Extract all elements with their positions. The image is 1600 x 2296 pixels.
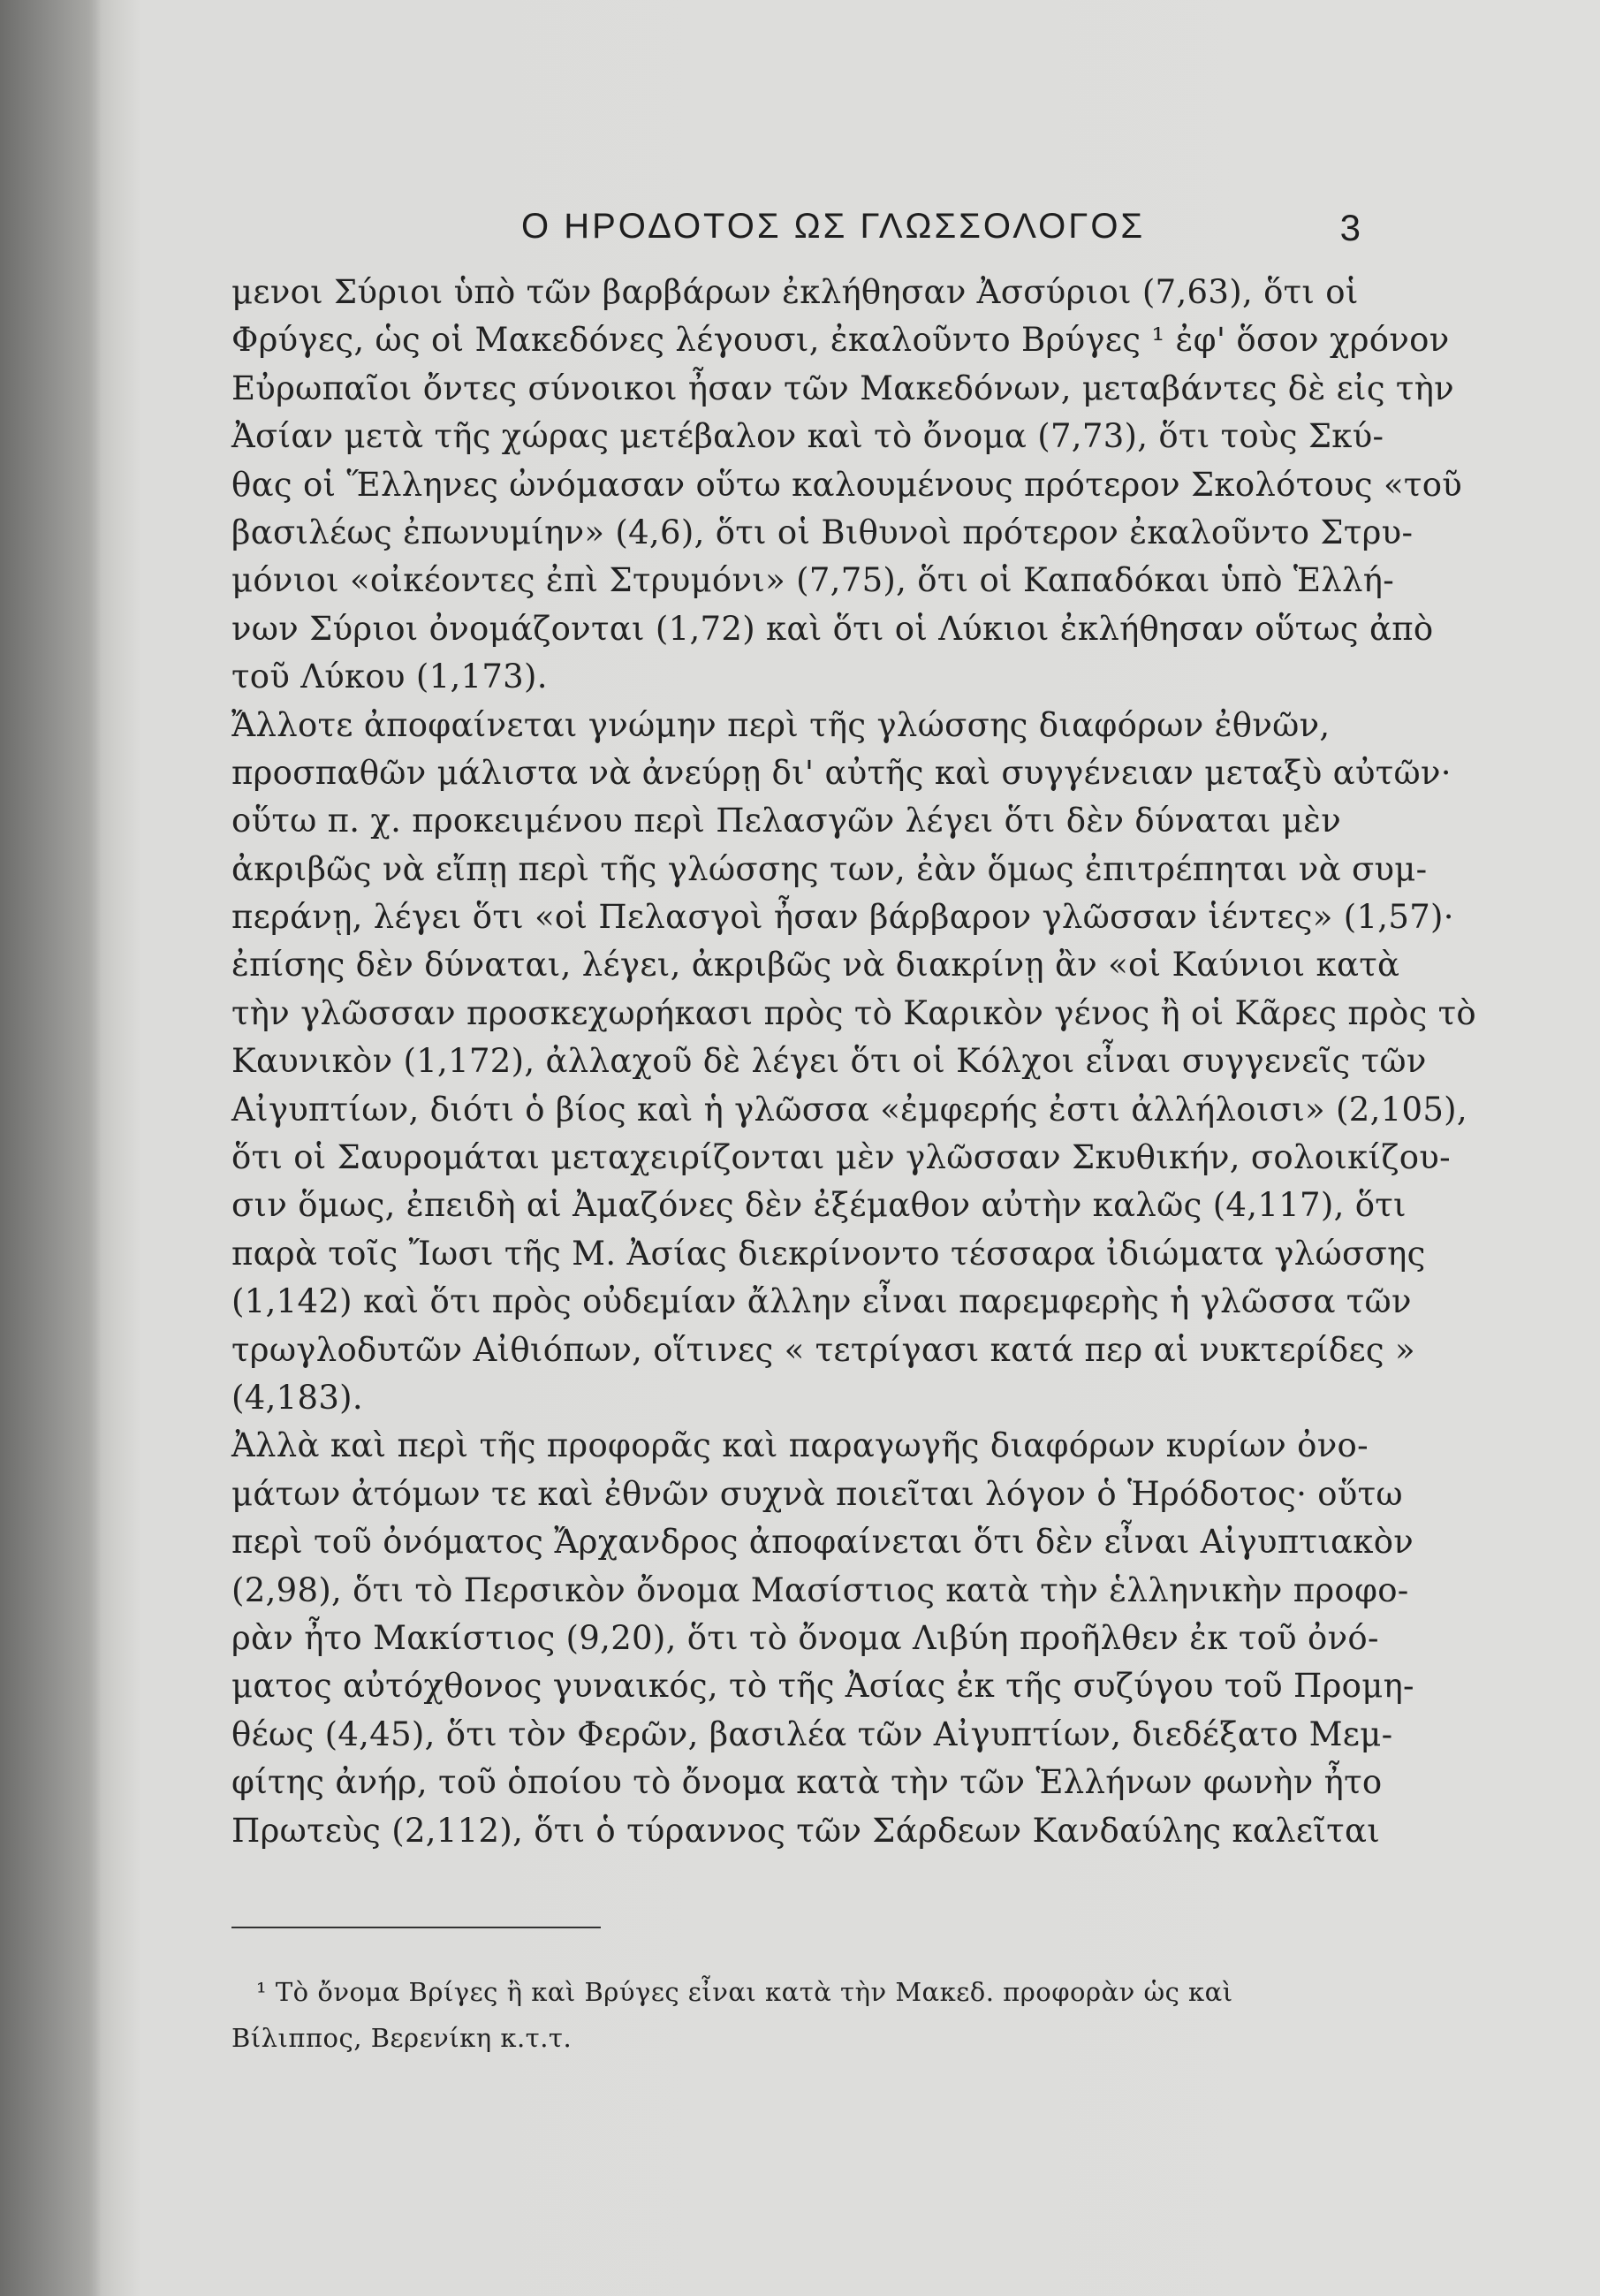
text-line: Αἰγυπτίων, διότι ὁ βίος καὶ ἡ γλῶσσα «ἐμφερής ἐστι ἀλλήλοισι» (2,105), [231, 1090, 1467, 1129]
text-line: τοῦ Λύκου (1,173). [231, 658, 548, 696]
text-line: ρὰν ἦτο Μακίστιος (9,20), ὅτι τὸ ὄνομα Λιβύη προῆλθεν ἐκ τοῦ ὀνό- [231, 1618, 1379, 1657]
footnote-line: ¹ Τὸ ὄνομα Βρίγες ἢ καὶ Βρύγες εἶναι κατὰ τὴν Μακεδ. προφορὰν ὡς καὶ [256, 1977, 1233, 2007]
text-line: ἐπίσης δὲν δύναται, λέγει, ἀκριβῶς νὰ διακρίνῃ ἂν «οἱ Καύνιοι κατὰ [231, 946, 1400, 985]
text-line: τρωγλοδυτῶν Αἰθιόπων, οἵτινες « τετρίγασι κατά περ αἱ νυκτερίδες » [231, 1330, 1415, 1369]
footnote-rule [231, 1927, 601, 1928]
text-line: παρὰ τοῖς Ἴωσι τῆς Μ. Ἀσίας διεκρίνοντο τέσσαρα ἰδιώματα γλώσσης [231, 1234, 1426, 1273]
text-line: Ἀσίαν μετὰ τῆς χώρας μετέβαλον καὶ τὸ ὄνομα (7,73), ὅτι τοὺς Σκύ- [231, 417, 1384, 456]
text-line: θέως (4,45), ὅτι τὸν Φερῶν, βασιλέα τῶν Αἰγυπτίων, διεδέξατο Μεμ- [231, 1714, 1393, 1753]
page-number: 3 [1339, 207, 1361, 248]
text-line: (2,98), ὅτι τὸ Περσικὸν ὄνομα Μασίστιος κατὰ τὴν ἑλληνικὴν προφο- [231, 1570, 1409, 1609]
text-line: ἀκριβῶς νὰ εἴπῃ περὶ τῆς γλώσσης των, ἐὰν ὅμως ἐπιτρέπηται νὰ συμ- [231, 849, 1428, 888]
text-line: ὅτι οἱ Σαυρομάται μεταχειρίζονται μὲν γλῶσσαν Σκυθικήν, σολοικίζου- [231, 1138, 1451, 1177]
text-line: σιν ὅμως, ἐπειδὴ αἱ Ἀμαζόνες δὲν ἐξέμαθον αὐτὴν καλῶς (4,117), ὅτι [231, 1186, 1407, 1225]
book-spine-shadow [0, 0, 102, 2296]
text-line: Ἄλλοτε ἀποφαίνεται γνώμην περὶ τῆς γλώσσης διαφόρων ἐθνῶν, [231, 705, 1331, 744]
text-line: (1,142) καὶ ὅτι πρὸς οὐδεμίαν ἄλλην εἶναι παρεμφερὴς ἡ γλῶσσα τῶν [231, 1282, 1412, 1321]
text-line: μενοι Σύριοι ὑπὸ τῶν βαρβάρων ἐκλήθησαν Ἀσσύριοι (7,63), ὅτι οἱ [231, 273, 1359, 311]
footnotes [231, 1969, 1362, 2061]
text-line: μάτων ἀτόμων τε καὶ ἐθνῶν συχνὰ ποιεῖται λόγον ὁ Ἡρόδοτος· οὕτω [231, 1474, 1403, 1513]
text-line: ματος αὐτόχθονος γυναικός, τὸ τῆς Ἀσίας ἐκ τῆς συζύγου τοῦ Προμη- [231, 1667, 1414, 1706]
footnote-line: Βίλιππος, Βερενίκη κ.τ.τ. [231, 2023, 573, 2053]
text-line: Εὐρωπαῖοι ὄντες σύνοικοι ἦσαν τῶν Μακεδόνων, μεταβάντες δὲ εἰς τὴν [231, 369, 1454, 407]
running-title: Ο ΗΡΟΔΟΤΟΣ ΩΣ ΓΛΩΣΣΟΛΟΓΟΣ [521, 207, 1146, 246]
text-line: Φρύγες, ὡς οἱ Μακεδόνες λέγουσι, ἐκαλοῦντο Βρύγες ¹ ἐφ' ὅσον χρόνον [231, 321, 1450, 360]
text-line: Καυνικὸν (1,172), ἀλλαχοῦ δὲ λέγει ὅτι οἱ Κόλχοι εἶναι συγγενεῖς τῶν [231, 1042, 1427, 1081]
text-line: τὴν γλῶσσαν προσκεχωρήκασι πρὸς τὸ Καρικὸν γένος ἢ οἱ Κᾶρες πρὸς τὸ [231, 993, 1477, 1032]
body-text [231, 269, 1477, 1855]
text-line: περάνῃ, λέγει ὅτι «οἱ Πελασγοὶ ἦσαν βάρβαρον γλῶσσαν ἱέντες» (1,57)· [231, 898, 1454, 937]
running-header [512, 207, 1361, 260]
text-line: οὕτω π. χ. προκειμένου περὶ Πελασγῶν λέγει ὅτι δὲν δύναται μὲν [231, 802, 1342, 840]
text-line: Πρωτεὺς (2,112), ὅτι ὁ τύραννος τῶν Σάρδεων Κανδαύλης καλεῖται [231, 1811, 1381, 1850]
text-line: φίτης ἀνήρ, τοῦ ὁποίου τὸ ὄνομα κατὰ τὴν τῶν Ἑλλήνων φωνὴν ἦτο [231, 1763, 1383, 1802]
text-line: βασιλέως ἐπωνυμίην» (4,6), ὅτι οἱ Βιθυνοὶ πρότερον ἐκαλοῦντο Στρυ- [231, 513, 1414, 551]
text-line: νων Σύριοι ὀνομάζονται (1,72) καὶ ὅτι οἱ Λύκιοι ἐκλήθησαν οὕτως ἀπὸ [231, 609, 1434, 648]
text-line: (4,183). [231, 1378, 363, 1417]
text-line: Ἀλλὰ καὶ περὶ τῆς προφορᾶς καὶ παραγωγῆς διαφόρων κυρίων ὀνο- [231, 1426, 1369, 1465]
text-line: περὶ τοῦ ὀνόματος Ἄρχανδρος ἀποφαίνεται ὅτι δὲν εἶναι Αἰγυπτιακὸν [231, 1523, 1414, 1562]
text-line: θας οἱ Ἕλληνες ὠνόμασαν οὕτω καλουμένους πρότερον Σκολότους «τοῦ [231, 465, 1463, 504]
text-line: μόνιοι «οἰκέοντες ἐπὶ Στρυμόνι» (7,75), ὅτι οἱ Καπαδόκαι ὑπὸ Ἑλλή- [231, 561, 1395, 600]
text-line: προσπαθῶν μάλιστα νὰ ἀνεύρῃ δι' αὐτῆς καὶ συγγένειαν μεταξὺ αὐτῶν· [231, 753, 1452, 792]
